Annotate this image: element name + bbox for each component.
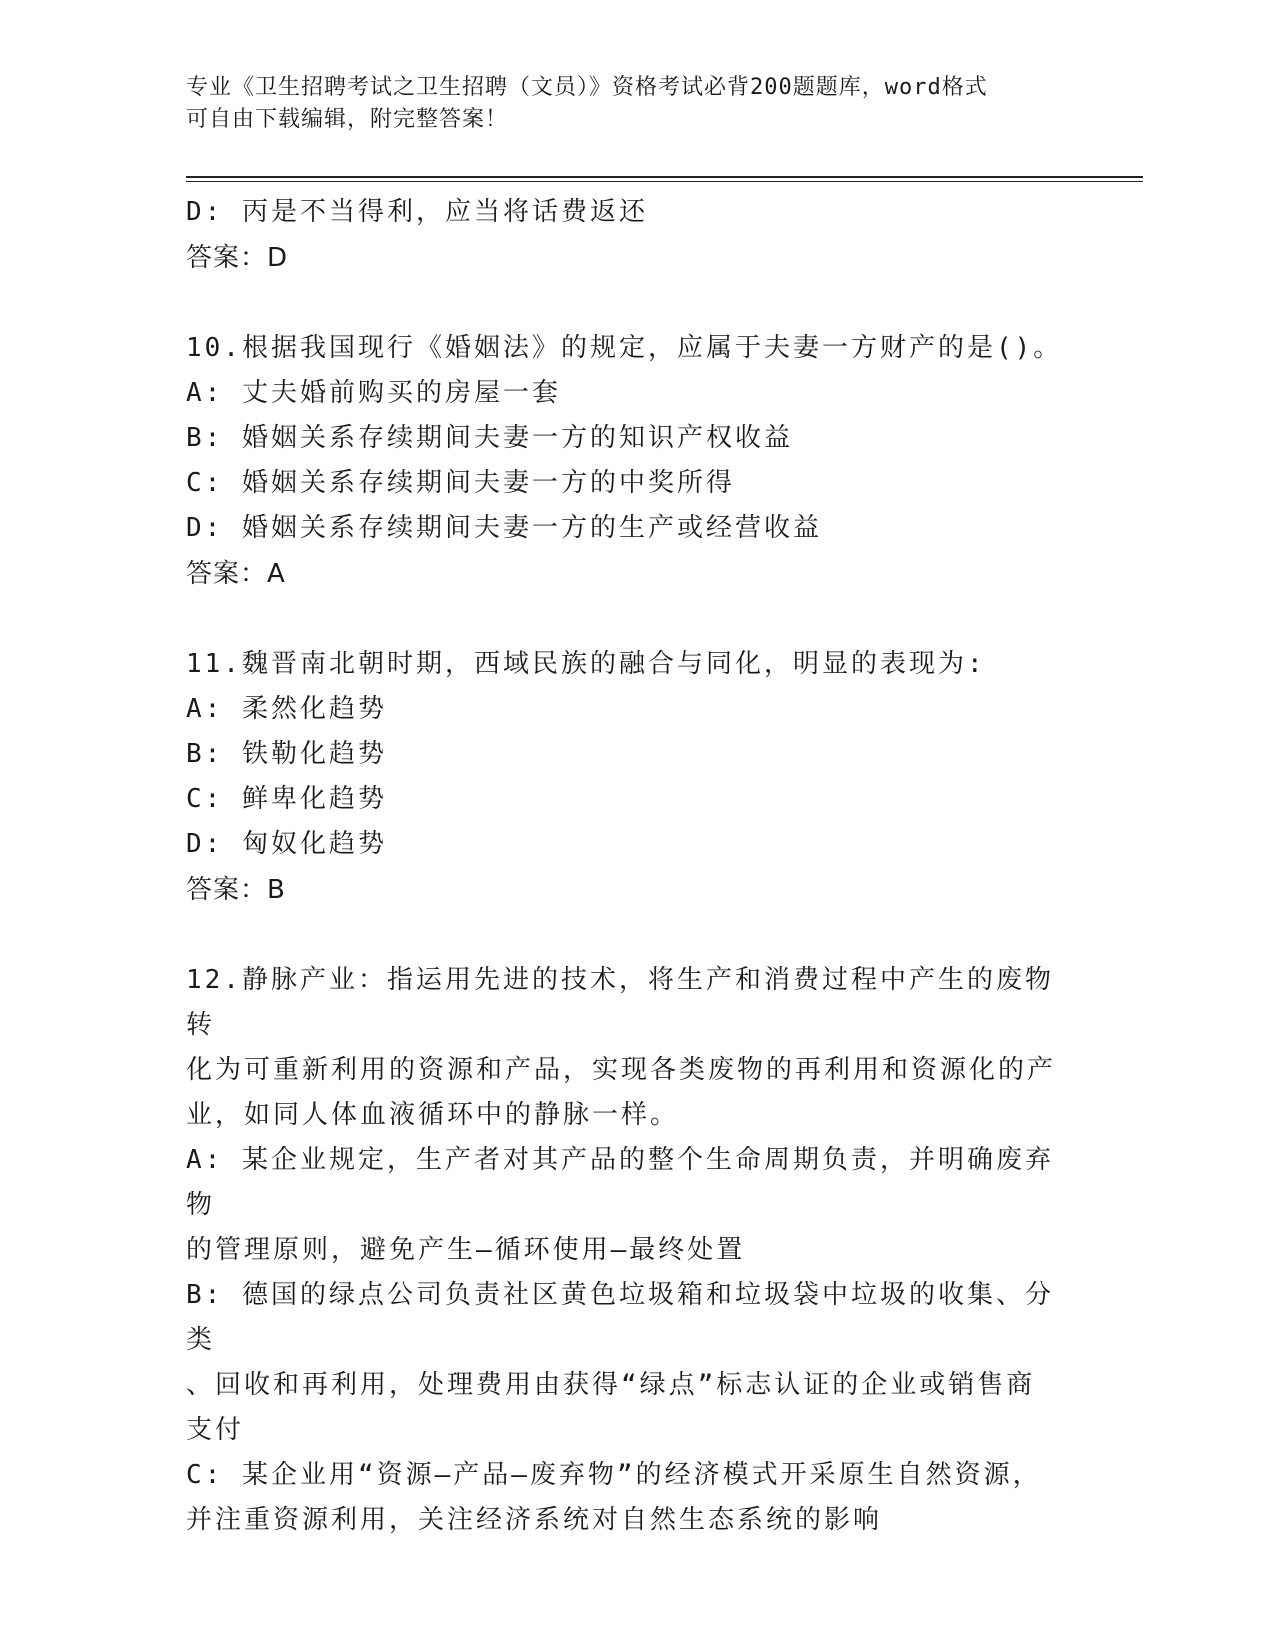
option-line: C: 鲜卑化趋势 [186, 784, 387, 814]
question-stem-line: 12.静脉产业：指运用先进的技术，将生产和消费过程中产生的废物转 [186, 965, 1054, 1040]
option-line: D: 婚姻关系存续期间夫妻一方的生产或经营收益 [186, 513, 822, 543]
option-line: 的管理原则，避免产生—循环使用—最终处置 [186, 1235, 746, 1265]
option-line: B: 婚姻关系存续期间夫妻一方的知识产权收益 [186, 423, 793, 453]
option-line: A: 丈夫婚前购买的房屋一套 [186, 378, 561, 408]
question-block [186, 326, 1066, 597]
option-line: D: 匈奴化趋势 [186, 829, 387, 859]
document-header [186, 72, 1066, 136]
option-line: B: 德国的绿点公司负责社区黄色垃圾箱和垃圾袋中垃圾的收集、分类 [186, 1280, 1054, 1355]
header-line-1: 专业《卫生招聘考试之卫生招聘（文员）》资格考试必背200题题库，word格式 [186, 75, 988, 100]
option-line: A: 柔然化趋势 [186, 694, 387, 724]
question-block [186, 642, 1066, 913]
question-stem-line: 11.魏晋南北朝时期，西域民族的融合与同化，明显的表现为: [186, 649, 986, 679]
header-divider-thick [186, 176, 1143, 178]
previous-answer: 答案：D [186, 243, 289, 273]
question-stem-line: 10.根据我国现行《婚姻法》的规定，应属于夫妻一方财产的是()。 [186, 333, 1063, 363]
answer-line: 答案：A [186, 559, 286, 589]
question-spacer [186, 597, 1066, 642]
question-stem-line: 业，如同人体血液循环中的静脉一样。 [186, 1100, 680, 1130]
question-spacer [186, 281, 1066, 326]
question-block [186, 958, 1066, 1543]
option-line: C: 某企业用“资源—产品—废弃物”的经济模式开采原生自然资源， [186, 1460, 1042, 1490]
option-line: 支付 [186, 1415, 245, 1445]
option-line: 、回收和再利用，处理费用由获得“绿点”标志认证的企业或销售商 [186, 1370, 1036, 1400]
header-divider-thin [186, 181, 1143, 182]
option-line: C: 婚姻关系存续期间夫妻一方的中奖所得 [186, 468, 735, 498]
option-line: B: 铁勒化趋势 [186, 739, 387, 769]
option-line: 并注重资源利用，关注经济系统对自然生态系统的影响 [186, 1505, 883, 1535]
document-body [186, 190, 1066, 1543]
header-line-2: 可自由下载编辑，附完整答案！ [186, 107, 509, 132]
answer-line: 答案：B [186, 875, 286, 905]
question-spacer [186, 913, 1066, 958]
question-list [186, 281, 1066, 1543]
previous-option-d: D: 丙是不当得利，应当将话费返还 [186, 197, 648, 227]
option-line: A: 某企业规定，生产者对其产品的整个生命周期负责，并明确废弃物 [186, 1145, 1054, 1220]
question-stem-line: 化为可重新利用的资源和产品，实现各类废物的再利用和资源化的产 [186, 1055, 1057, 1085]
